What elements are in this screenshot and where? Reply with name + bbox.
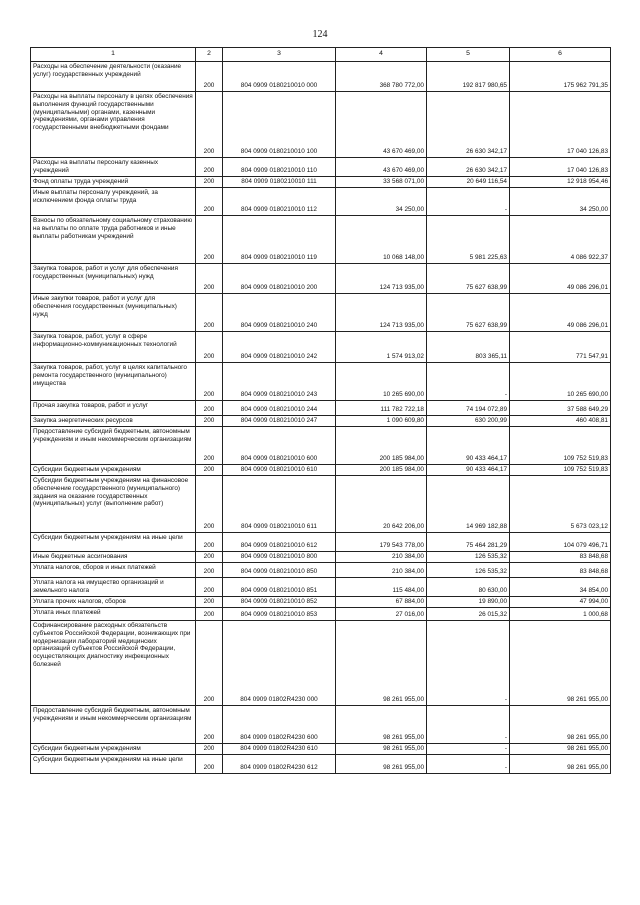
row-code-cell: 200	[196, 62, 223, 92]
row-name-cell: Прочая закупка товаров, работ и услуг	[31, 401, 196, 416]
row-code-cell: 200	[196, 158, 223, 177]
row-classification-cell: 804 0909 01802R4230 000	[223, 621, 336, 706]
row-remaining-cell: 34 854,00	[510, 578, 611, 597]
row-approved-cell: 67 884,00	[336, 597, 427, 608]
row-name-cell: Субсидии бюджетным учреждениям на финансовое обеспечение государственного (муниципального) задания на оказание государственных (муниципальных) услуг (выполнение работ)	[31, 476, 196, 533]
row-approved-cell: 98 261 955,00	[336, 706, 427, 744]
table-row	[31, 188, 611, 216]
row-classification-cell: 804 0909 01802R4230 610	[223, 744, 336, 755]
row-classification-cell: 804 0909 0180210010 850	[223, 563, 336, 578]
row-executed-cell: 74 194 072,89	[427, 401, 510, 416]
row-executed-cell: 14 969 182,88	[427, 476, 510, 533]
row-approved-cell: 200 185 984,00	[336, 465, 427, 476]
row-name-cell: Субсидии бюджетным учреждениям	[31, 744, 196, 755]
table-row	[31, 465, 611, 476]
row-name-cell: Уплата иных платежей	[31, 608, 196, 621]
table-row	[31, 476, 611, 533]
row-classification-cell: 804 0909 0180210010 244	[223, 401, 336, 416]
row-executed-cell: -	[427, 706, 510, 744]
table-row	[31, 416, 611, 427]
row-remaining-cell: 37 588 649,29	[510, 401, 611, 416]
row-name-cell: Предоставление субсидий бюджетным, автономным учреждениям и иным некоммерческим организациям	[31, 706, 196, 744]
row-executed-cell: -	[427, 755, 510, 774]
row-classification-cell: 804 0909 0180210010 200	[223, 264, 336, 294]
table-row	[31, 92, 611, 158]
row-executed-cell: 80 630,00	[427, 578, 510, 597]
row-approved-cell: 10 068 148,00	[336, 216, 427, 264]
table-row	[31, 578, 611, 597]
row-approved-cell: 179 543 778,00	[336, 533, 427, 552]
row-name-cell: Фонд оплаты труда учреждений	[31, 177, 196, 188]
row-name-cell: Субсидии бюджетным учреждениям	[31, 465, 196, 476]
table-row	[31, 264, 611, 294]
row-remaining-cell: 104 079 496,71	[510, 533, 611, 552]
budget-table	[30, 47, 611, 774]
row-executed-cell: 75 464 281,29	[427, 533, 510, 552]
row-executed-cell: 630 200,99	[427, 416, 510, 427]
row-code-cell: 200	[196, 216, 223, 264]
row-remaining-cell: 83 848,68	[510, 552, 611, 563]
row-classification-cell: 804 0909 0180210010 612	[223, 533, 336, 552]
row-remaining-cell: 98 261 955,00	[510, 755, 611, 774]
row-code-cell: 200	[196, 177, 223, 188]
row-code-cell: 200	[196, 92, 223, 158]
row-approved-cell: 98 261 955,00	[336, 744, 427, 755]
row-code-cell: 200	[196, 744, 223, 755]
row-classification-cell: 804 0909 0180210010 247	[223, 416, 336, 427]
row-remaining-cell: 1 000,68	[510, 608, 611, 621]
row-classification-cell: 804 0909 0180210010 242	[223, 332, 336, 363]
row-name-cell: Расходы на выплаты персоналу казенных учреждений	[31, 158, 196, 177]
row-approved-cell: 210 384,00	[336, 552, 427, 563]
row-name-cell: Софинансирование расходных обязательств субъектов Российской Федерации, возникающих при модернизации лабораторий медицинских организаций субъектов Российской Федерации, осуществляющих диагностику инфекционных болезней	[31, 621, 196, 706]
row-name-cell: Расходы на обеспечение деятельности (оказание услуг) государственных учреждений	[31, 62, 196, 92]
row-remaining-cell: 49 086 296,01	[510, 264, 611, 294]
row-name-cell: Закупка товаров, работ и услуг для обеспечения государственных (муниципальных) нужд	[31, 264, 196, 294]
table-row	[31, 621, 611, 706]
row-approved-cell: 20 642 206,00	[336, 476, 427, 533]
row-approved-cell: 1 090 609,80	[336, 416, 427, 427]
row-executed-cell: 192 817 980,65	[427, 62, 510, 92]
row-executed-cell: 126 535,32	[427, 552, 510, 563]
row-code-cell: 200	[196, 552, 223, 563]
row-classification-cell: 804 0909 0180210010 851	[223, 578, 336, 597]
row-classification-cell: 804 0909 0180210010 611	[223, 476, 336, 533]
row-name-cell: Расходы на выплаты персоналу в целях обеспечения выполнения функций государственными (муниципальными) органами, казенными учреждениями, органами управления государственными внебюджетными фондами	[31, 92, 196, 158]
row-remaining-cell: 98 261 955,00	[510, 706, 611, 744]
table-row	[31, 62, 611, 92]
row-code-cell: 200	[196, 363, 223, 401]
row-code-cell: 200	[196, 563, 223, 578]
row-approved-cell: 98 261 955,00	[336, 621, 427, 706]
row-code-cell: 200	[196, 416, 223, 427]
table-row	[31, 177, 611, 188]
row-executed-cell: -	[427, 621, 510, 706]
row-approved-cell: 33 568 071,00	[336, 177, 427, 188]
row-classification-cell: 804 0909 0180210010 800	[223, 552, 336, 563]
row-executed-cell: 5 981 225,63	[427, 216, 510, 264]
row-classification-cell: 804 0909 0180210010 240	[223, 294, 336, 332]
row-classification-cell: 804 0909 0180210010 100	[223, 92, 336, 158]
row-approved-cell: 124 713 935,00	[336, 264, 427, 294]
table-row	[31, 597, 611, 608]
row-approved-cell: 210 384,00	[336, 563, 427, 578]
row-name-cell: Взносы по обязательному социальному страхованию на выплаты по оплате труда работников и иные выплаты работникам учреждений	[31, 216, 196, 264]
row-classification-cell: 804 0909 01802R4230 600	[223, 706, 336, 744]
row-classification-cell: 804 0909 0180210010 000	[223, 62, 336, 92]
row-classification-cell: 804 0909 01802R4230 612	[223, 755, 336, 774]
row-executed-cell: 26 630 342,17	[427, 158, 510, 177]
row-classification-cell: 804 0909 0180210010 600	[223, 427, 336, 465]
column-header: 4	[336, 48, 427, 62]
row-name-cell: Субсидии бюджетным учреждениям на иные цели	[31, 755, 196, 774]
row-code-cell: 200	[196, 476, 223, 533]
row-executed-cell: 803 365,11	[427, 332, 510, 363]
row-remaining-cell: 98 261 955,00	[510, 621, 611, 706]
row-code-cell: 200	[196, 332, 223, 363]
row-code-cell: 200	[196, 597, 223, 608]
table-row	[31, 563, 611, 578]
row-remaining-cell: 4 086 922,37	[510, 216, 611, 264]
row-code-cell: 200	[196, 294, 223, 332]
row-name-cell: Иные выплаты персоналу учреждений, за исключением фонда оплаты труда	[31, 188, 196, 216]
table-row	[31, 552, 611, 563]
table-body	[31, 62, 611, 774]
row-executed-cell: 126 535,32	[427, 563, 510, 578]
row-name-cell: Закупка товаров, работ, услуг в сфере информационно-коммуникационных технологий	[31, 332, 196, 363]
row-code-cell: 200	[196, 533, 223, 552]
column-header: 5	[427, 48, 510, 62]
row-remaining-cell: 34 250,00	[510, 188, 611, 216]
row-executed-cell: 26 630 342,17	[427, 92, 510, 158]
row-code-cell: 200	[196, 264, 223, 294]
row-name-cell: Предоставление субсидий бюджетным, автономным учреждениям и иным некоммерческим организациям	[31, 427, 196, 465]
row-classification-cell: 804 0909 0180210010 119	[223, 216, 336, 264]
row-approved-cell: 10 265 690,00	[336, 363, 427, 401]
row-code-cell: 200	[196, 621, 223, 706]
table-row	[31, 427, 611, 465]
row-approved-cell: 43 670 469,00	[336, 158, 427, 177]
row-name-cell: Закупка энергетических ресурсов	[31, 416, 196, 427]
row-name-cell: Иные бюджетные ассигнования	[31, 552, 196, 563]
table-row	[31, 706, 611, 744]
row-executed-cell: -	[427, 744, 510, 755]
row-remaining-cell: 12 918 954,46	[510, 177, 611, 188]
row-code-cell: 200	[196, 755, 223, 774]
table-row	[31, 216, 611, 264]
row-remaining-cell: 5 673 023,12	[510, 476, 611, 533]
column-header: 3	[223, 48, 336, 62]
row-executed-cell: 26 015,32	[427, 608, 510, 621]
row-name-cell: Уплата прочих налогов, сборов	[31, 597, 196, 608]
row-remaining-cell: 47 994,00	[510, 597, 611, 608]
row-approved-cell: 43 670 469,00	[336, 92, 427, 158]
row-remaining-cell: 49 086 296,01	[510, 294, 611, 332]
row-approved-cell: 27 016,00	[336, 608, 427, 621]
row-remaining-cell: 109 752 519,83	[510, 465, 611, 476]
row-remaining-cell: 17 040 126,83	[510, 92, 611, 158]
row-name-cell: Субсидии бюджетным учреждениям на иные цели	[31, 533, 196, 552]
row-approved-cell: 98 261 955,00	[336, 755, 427, 774]
row-remaining-cell: 17 040 126,83	[510, 158, 611, 177]
row-approved-cell: 1 574 913,02	[336, 332, 427, 363]
row-approved-cell: 200 185 984,00	[336, 427, 427, 465]
row-classification-cell: 804 0909 0180210010 110	[223, 158, 336, 177]
column-header: 1	[31, 48, 196, 62]
row-executed-cell: 90 433 464,17	[427, 465, 510, 476]
table-row	[31, 533, 611, 552]
table-row	[31, 608, 611, 621]
row-remaining-cell: 771 547,91	[510, 332, 611, 363]
row-code-cell: 200	[196, 427, 223, 465]
table-row	[31, 158, 611, 177]
row-remaining-cell: 460 408,81	[510, 416, 611, 427]
row-code-cell: 200	[196, 578, 223, 597]
row-remaining-cell: 109 752 519,83	[510, 427, 611, 465]
row-remaining-cell: 175 962 791,35	[510, 62, 611, 92]
row-classification-cell: 804 0909 0180210010 853	[223, 608, 336, 621]
table-row	[31, 294, 611, 332]
row-remaining-cell: 83 848,68	[510, 563, 611, 578]
column-header: 6	[510, 48, 611, 62]
row-code-cell: 200	[196, 465, 223, 476]
row-executed-cell: 20 649 116,54	[427, 177, 510, 188]
row-executed-cell: -	[427, 188, 510, 216]
row-name-cell: Иные закупки товаров, работ и услуг для обеспечения государственных (муниципальных) нужд	[31, 294, 196, 332]
row-executed-cell: 90 433 464,17	[427, 427, 510, 465]
row-approved-cell: 124 713 935,00	[336, 294, 427, 332]
column-header: 2	[196, 48, 223, 62]
table-row	[31, 744, 611, 755]
row-executed-cell: 75 627 638,99	[427, 294, 510, 332]
table-row	[31, 332, 611, 363]
row-executed-cell: 75 627 638,99	[427, 264, 510, 294]
row-name-cell: Закупка товаров, работ, услуг в целях капитального ремонта государственного (муниципального) имущества	[31, 363, 196, 401]
row-approved-cell: 115 484,00	[336, 578, 427, 597]
row-executed-cell: -	[427, 363, 510, 401]
table-row	[31, 401, 611, 416]
table-row	[31, 363, 611, 401]
row-remaining-cell: 10 265 690,00	[510, 363, 611, 401]
row-classification-cell: 804 0909 0180210010 610	[223, 465, 336, 476]
row-code-cell: 200	[196, 706, 223, 744]
row-remaining-cell: 98 261 955,00	[510, 744, 611, 755]
row-classification-cell: 804 0909 0180210010 112	[223, 188, 336, 216]
row-name-cell: Уплата налогов, сборов и иных платежей	[31, 563, 196, 578]
row-classification-cell: 804 0909 0180210010 243	[223, 363, 336, 401]
row-code-cell: 200	[196, 401, 223, 416]
row-code-cell: 200	[196, 188, 223, 216]
row-classification-cell: 804 0909 0180210010 111	[223, 177, 336, 188]
page-number: 124	[312, 29, 328, 40]
row-classification-cell: 804 0909 0180210010 852	[223, 597, 336, 608]
row-name-cell: Уплата налога на имущество организаций и земельного налога	[31, 578, 196, 597]
row-executed-cell: 19 890,00	[427, 597, 510, 608]
row-approved-cell: 368 780 772,00	[336, 62, 427, 92]
row-approved-cell: 34 250,00	[336, 188, 427, 216]
table-header-row	[31, 48, 611, 62]
row-code-cell: 200	[196, 608, 223, 621]
row-approved-cell: 111 782 722,18	[336, 401, 427, 416]
table-row	[31, 755, 611, 774]
